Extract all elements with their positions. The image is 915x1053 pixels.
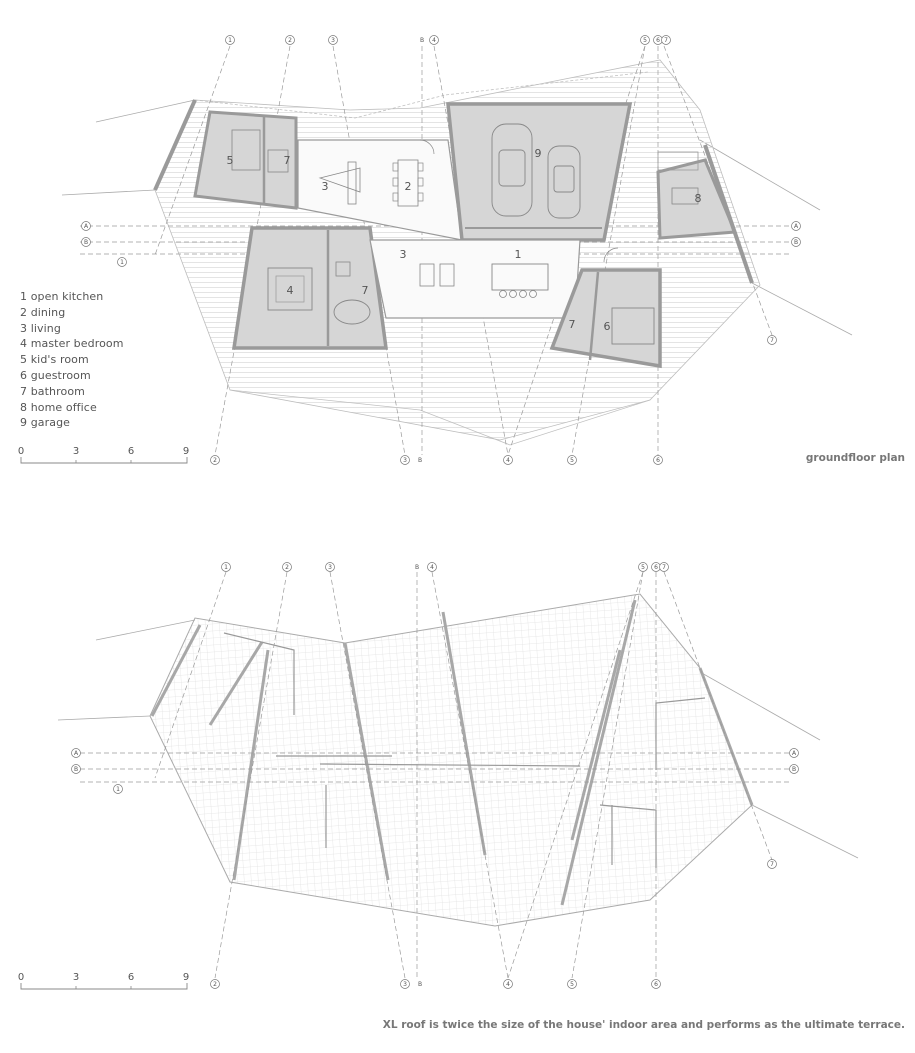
legend-item: 1 open kitchen	[20, 290, 104, 303]
room-number: 7	[568, 318, 576, 331]
svg-text:5: 5	[643, 37, 647, 45]
plan-title: groundfloor plan	[805, 452, 905, 464]
roof-outline	[150, 594, 752, 926]
groundfloor-plan	[18, 36, 852, 465]
svg-text:B: B	[417, 981, 423, 989]
svg-text:5: 5	[570, 457, 574, 465]
legend-item: 4 master bedroom	[20, 337, 124, 351]
svg-text:A: A	[83, 223, 89, 231]
room-number: 3	[399, 248, 407, 261]
svg-text:B: B	[791, 766, 797, 774]
svg-text:4: 4	[432, 37, 436, 45]
svg-text:1: 1	[228, 37, 232, 45]
legend-item: 6 guestroom	[20, 368, 91, 382]
svg-text:B: B	[417, 457, 423, 465]
svg-text:7: 7	[662, 564, 666, 572]
legend-item: 3 living	[20, 321, 61, 335]
svg-text:7: 7	[770, 861, 774, 869]
room-number: 9	[534, 147, 542, 160]
grid-bubbles-top	[226, 36, 671, 45]
scale-label: 0	[17, 972, 25, 983]
kids-room	[195, 112, 296, 208]
grid-bubbles-bottom	[211, 980, 661, 989]
legend-item: 5 kid's room	[20, 353, 89, 367]
grid-bubbles-top	[222, 563, 669, 572]
svg-text:1: 1	[224, 564, 228, 572]
legend-item: 9 garage	[20, 416, 71, 430]
room-number: 6	[603, 320, 611, 333]
svg-text:3: 3	[403, 981, 407, 989]
svg-text:7: 7	[664, 37, 668, 45]
grid-bubbles-bottom	[211, 456, 663, 465]
svg-text:5: 5	[641, 564, 645, 572]
legend-item: 2 dining	[20, 305, 66, 319]
svg-text:6: 6	[656, 37, 660, 45]
svg-text:4: 4	[430, 564, 434, 572]
svg-text:2: 2	[288, 37, 292, 45]
svg-text:6: 6	[654, 564, 658, 572]
room-number: 5	[226, 154, 234, 167]
svg-text:1: 1	[116, 786, 120, 794]
roof-caption: XL roof is twice the size of the house' indoor area and performs as the ultimate terrace.	[382, 1019, 905, 1031]
svg-text:4: 4	[506, 981, 510, 989]
room-number: 7	[283, 154, 291, 167]
svg-text:2: 2	[285, 564, 289, 572]
scale-label: 0	[17, 446, 25, 457]
room-number: 2	[404, 180, 412, 193]
scale-label: 9	[182, 446, 190, 457]
svg-text:A: A	[791, 750, 797, 758]
scale-label: 9	[182, 972, 190, 983]
svg-text:1: 1	[120, 259, 124, 267]
svg-text:3: 3	[328, 564, 332, 572]
scale-label: 6	[127, 446, 135, 457]
svg-text:B: B	[83, 239, 89, 247]
svg-text:A: A	[793, 223, 799, 231]
svg-text:2: 2	[213, 981, 217, 989]
room-number: 8	[694, 192, 702, 205]
scale-bar	[18, 972, 189, 989]
svg-text:B: B	[793, 239, 799, 247]
room-number: 3	[321, 180, 329, 193]
roof-plan	[18, 563, 858, 990]
scale-label: 3	[72, 446, 80, 457]
legend-item: 8 home office	[20, 400, 97, 414]
garage	[448, 104, 630, 240]
scale-bar	[18, 446, 189, 463]
svg-text:2: 2	[213, 457, 217, 465]
svg-text:A: A	[73, 750, 79, 758]
svg-text:6: 6	[656, 457, 660, 465]
svg-text:6: 6	[654, 981, 658, 989]
svg-text:3: 3	[331, 37, 335, 45]
svg-text:4: 4	[506, 457, 510, 465]
svg-text:3: 3	[403, 457, 407, 465]
svg-text:B: B	[414, 564, 420, 572]
svg-text:5: 5	[570, 981, 574, 989]
svg-text:B: B	[73, 766, 79, 774]
legend-item: 7 bathroom	[20, 384, 85, 398]
scale-label: 3	[72, 972, 80, 983]
scale-label: 6	[127, 972, 135, 983]
room-number: 1	[514, 248, 522, 261]
room-number: 4	[286, 284, 294, 297]
room-number: 7	[361, 284, 369, 297]
room-legend	[20, 289, 124, 431]
svg-text:B: B	[419, 37, 425, 45]
svg-text:7: 7	[770, 337, 774, 345]
